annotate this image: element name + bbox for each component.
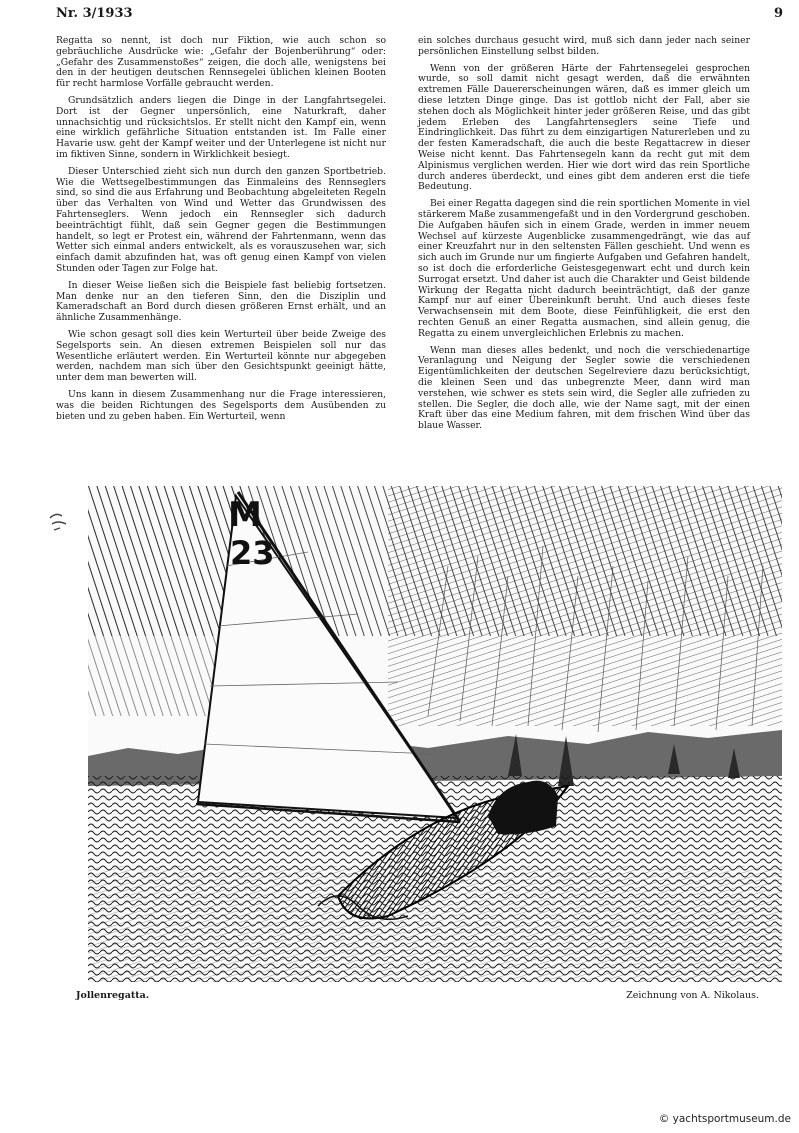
rain-streaks bbox=[388, 486, 782, 726]
issue-number: Nr. 3/1933 bbox=[56, 6, 133, 21]
paragraph: Wenn man dieses alles bedenkt, und noch die verschiedenartige Veranlagung und Neigung der Segler sowie die verschiedenen Eigentümlichkeiten der deutschen Segelreviere dazu berücksichtigt, die kleinen Seen und das unbegrenzte Meer, dann wird man verstehen, wie schwer es stets sein wird, die Segler alle zufrieden zu stellen. Die Segler, die doch alle, wie der Name sagt, mit der einen Kraft über das eine Medium fahren, mit dem frischen Wind über das blaue Wasser. bbox=[418, 344, 750, 432]
paragraph: Grundsätzlich anders liegen die Dinge in der Langfahrtsegelei. Dort ist der Gegner unpersönlich, eine Naturkraft, daher unnachsichtig und rücksichtslos. Er stellt nicht den Kampf ein, wenn eine wirklich gefährliche Situation entstanden ist. Im Falle einer Havarie usw. geht der Kampf weiter und der Unterlegene ist nicht nur im fiktiven Sinne, sondern in Wirklichkeit besiegt. bbox=[56, 94, 386, 160]
paragraph: Dieser Unterschied zieht sich nun durch den ganzen Sportbetrieb. Wie die Wettsegelbestimmungen das Einmaleins des Rennseglers sind, so sind die aus Erfahrung und Beobachtung abgeleiteten Regeln über das Verhalten von Wind und Wetter das Grundwissen des Fahrtenseglers. Wenn jedoch ein Rennsegler sich dadurch beeinträchtigt fühlt, daß sein Gegner gegen die Bestimmungen handelt, so legt er Protest ein, während der Fahrtenmann, wenn das Wetter sich einmal anders entwickelt, als es vorauszusehen war, sich einfach damit abzufinden hat, was oft genug einen Kampf von vielen Stunden oder Tagen zur Folge hat. bbox=[56, 165, 386, 274]
dinghy-drawing bbox=[88, 486, 782, 982]
paragraph: Regatta so nennt, ist doch nur Fiktion, wie auch schon so gebräuchliche Ausdrücke wie: „Gefahr der Bojenberührung“ oder: „Gefahr des Zusammenstoßes“ zeigen, die doch alle, wenigstens bei den in der heutigen deutschen Rennsegelei üblichen kleinen Booten für recht harmlose Vorfälle gebraucht werden. bbox=[56, 35, 386, 90]
sail-number: 23 bbox=[230, 534, 275, 572]
margin-ink-mark bbox=[46, 510, 76, 536]
paragraph: Bei einer Regatta dagegen sind die rein sportlichen Momente in viel stärkerem Maße zusammengefaßt und in den Vordergrund geschoben. Die Aufgaben häufen sich in einem Grade, werden in immer neuem Wechsel auf kürzeste Augenblicke zusammengedrängt, wie das auf einer Kreuzfahrt nur in den seltensten Fällen geschieht. Und wenn es sich auch im Grunde nur um fingierte Aufgaben und Gefahren handelt, so ist doch die erforderliche Geistesgegenwart echt und durch kein Surrogat ersetzt. Und daher ist auch die Charakter und Geist bildende Wirkung der Regatta nicht dadurch beeinträchtigt, daß der ganze Kampf nur auf einer Übereinkunft beruht. Und auch dieses feste Verwachsensein mit dem Boote, diese Feinfühligkeit, die erst den rechten Genuß an einer Regatta ausmachen, sind allein genug, die Regatta zu einem unvergleichlichen Erlebnis zu machen. bbox=[418, 198, 750, 339]
illustration-credit: Zeichnung von A. Nikolaus. bbox=[626, 990, 759, 1001]
illustration-caption: Jollenregatta. bbox=[76, 990, 150, 1001]
right-text-column bbox=[418, 36, 750, 438]
watermark: © yachtsportmuseum.de bbox=[658, 1113, 791, 1125]
paragraph: Uns kann in diesem Zusammenhang nur die Frage interessieren, was die beiden Richtungen des Segelsports dem Ausübenden zu bieten und zu geben haben. Ein Werturteil, wenn bbox=[56, 388, 386, 422]
paragraph: ein solches durchaus gesucht wird, muß sich dann jeder nach seiner persönlichen Einstellung selbst bilden. bbox=[418, 35, 750, 57]
sailor-head bbox=[499, 795, 517, 813]
sailing-dinghy-illustration bbox=[88, 486, 782, 982]
sail-letter: M bbox=[228, 495, 262, 535]
paragraph: In dieser Weise ließen sich die Beispiele fast beliebig fortsetzen. Man denke nur an den tieferen Sinn, den die Disziplin und Kameradschaft an Bord durch diesen größeren Ernst erhält, und an ähnliche Zusammenhänge. bbox=[56, 279, 386, 324]
page-number: 9 bbox=[773, 6, 783, 21]
paragraph: Wie schon gesagt soll dies kein Werturteil über beide Zweige des Segelsports sein. An diesen extremen Beispielen soll nur das Wesentliche erläutert werden. Ein Werturteil könnte nur abgegeben werden, nachdem man sich über den Gesichtspunkt geeinigt hätte, unter dem man bewerten will. bbox=[56, 328, 386, 384]
left-text-column bbox=[56, 36, 386, 428]
paragraph: Wenn von der größeren Härte der Fahrtensegelei gesprochen wurde, so soll damit nicht gesagt werden, daß die erwähnten extremen Fälle Dauererscheinungen wären, daß es immer gleich um diese letzten Dinge ginge. Das ist gottlob nicht der Fall, aber sie stehen doch als Möglichkeit hinter jeder größeren Reise, und das gibt jedem Erleben des Langfahrtenseglers seine Tiefe und Eindringlichkeit. Das führt zu dem einzigartigen Naturerleben und zu der festen Kameradschaft, die auch die beste Regattacrew in dieser Weise nicht kennt. Das Fahrtensegeln kann da recht gut mit dem Alpinismus verglichen werden. Hier wie dort wird das rein Sportliche durch anderes überdeckt, und eines gibt dem anderen erst die tiefe Bedeutung. bbox=[418, 62, 750, 193]
